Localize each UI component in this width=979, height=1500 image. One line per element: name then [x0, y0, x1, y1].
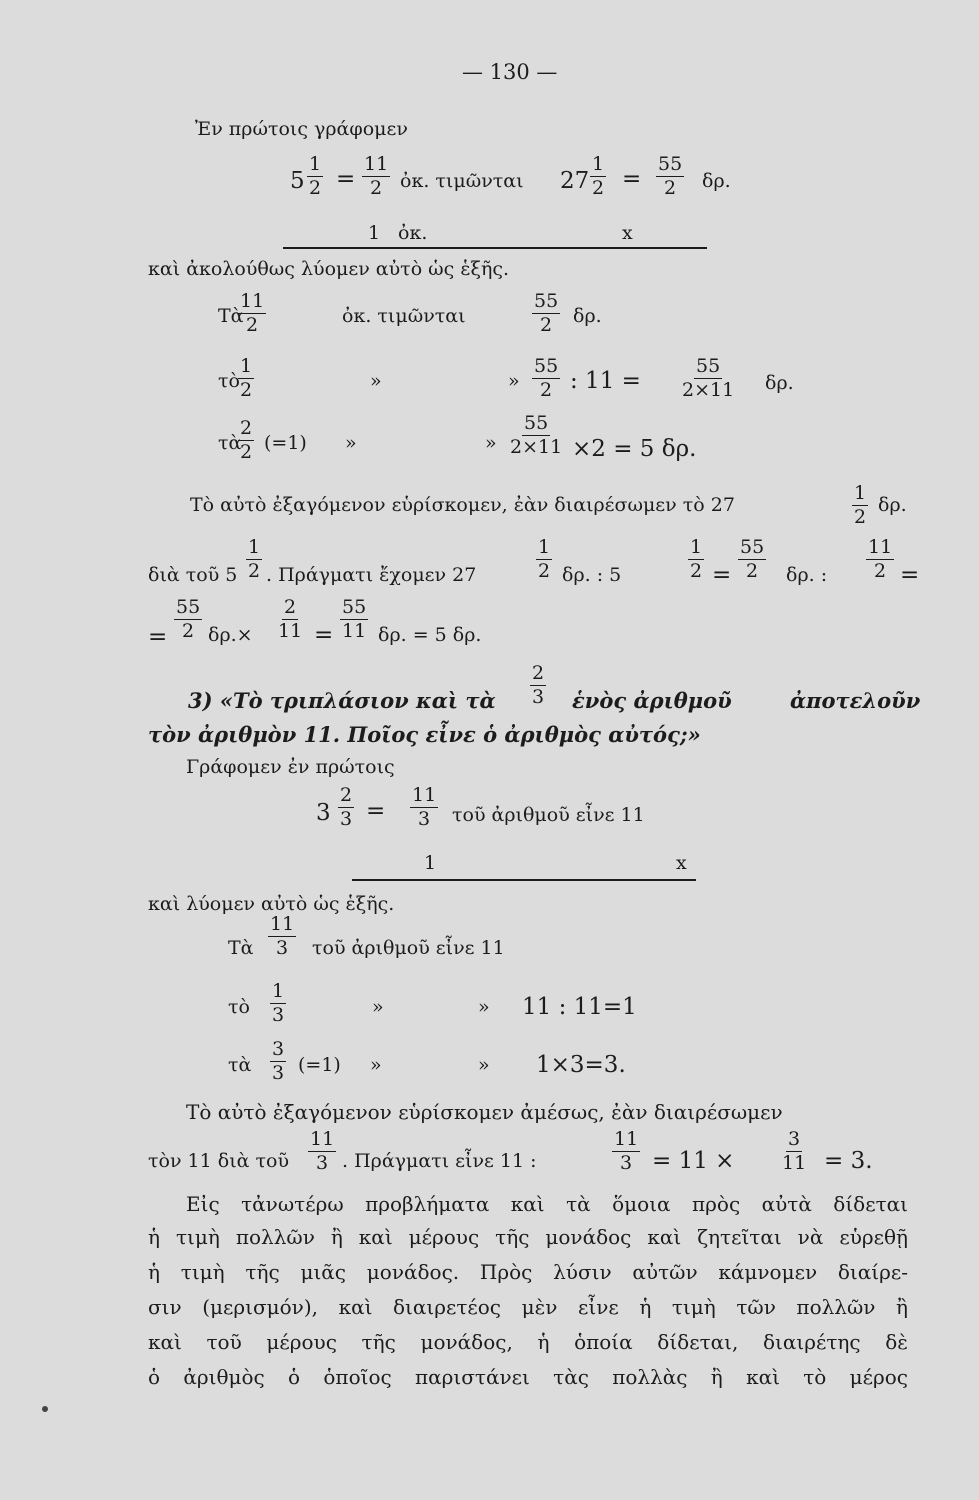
eq1-f3d: 2 — [592, 177, 605, 199]
l6-frac1 — [174, 598, 202, 641]
r2-f2n: 55 — [534, 355, 559, 377]
r3-tail: ×2 = 5 δρ. — [572, 436, 697, 462]
l7-c: ἀποτελοῦν — [790, 688, 921, 713]
s1-fd: 3 — [276, 937, 289, 959]
l6-b: δρ.× — [208, 624, 253, 646]
l7-b: ἑνὸς ἀριθμοῦ — [572, 688, 732, 713]
r3-eq1: (=1) — [264, 432, 307, 454]
l5-f3n: 1 — [690, 536, 703, 558]
r1-ta: Τὰ — [218, 305, 244, 327]
eq1-eq2: = — [622, 166, 642, 192]
s1-fn: 11 — [270, 913, 295, 935]
r3-fd: 2 — [240, 441, 253, 463]
l5-frac4 — [738, 538, 766, 581]
eq1-f2d: 2 — [370, 177, 383, 199]
s2-frac — [270, 982, 286, 1025]
eq3-f2n: 11 — [412, 784, 437, 806]
r3-f2n: 55 — [524, 412, 549, 434]
l5-f4n: 55 — [740, 536, 765, 558]
s3-b: 1×3=3. — [536, 1052, 626, 1078]
l5-f2n: 1 — [538, 536, 551, 558]
l4-fn: 1 — [854, 482, 867, 504]
s2-b: 11 : 11=1 — [522, 994, 637, 1020]
l6-f3d: 11 — [342, 620, 367, 642]
l5-frac5 — [866, 538, 894, 581]
l5-f: = — [900, 562, 920, 588]
l6-f2d: 11 — [278, 620, 303, 642]
eq1-frac4 — [656, 155, 684, 198]
para-line-5: καὶ τοῦ μέρους τῆς μονάδος, ἡ ὁποία δίδεται, διαιρέτης δὲ — [148, 1330, 908, 1354]
eq4-x: x — [676, 852, 687, 874]
eq1-f4d: 2 — [664, 177, 677, 199]
l5-e: δρ. : — [786, 564, 828, 586]
r2-f3n: 55 — [696, 355, 721, 377]
eq1-eq: = — [336, 166, 356, 192]
l12-b: . Πράγματι εἶνε 11 : — [342, 1150, 537, 1172]
l6-d: δρ. = 5 δρ. — [378, 624, 482, 646]
eq3-fn: 2 — [340, 784, 353, 806]
eq1-unit2: δρ. — [702, 170, 731, 192]
r3-frac1 — [238, 419, 254, 462]
para-line-2: ἡ τιμὴ πολλῶν ἢ καὶ μέρους τῆς μονάδος καὶ ζητεῖται νὰ εὑρεθῇ — [148, 1225, 908, 1249]
eq2-rule — [283, 247, 707, 249]
eq1-f1n: 1 — [309, 153, 322, 175]
l7-fn: 2 — [532, 662, 545, 684]
l5-f4d: 2 — [746, 560, 759, 582]
r2-frac2 — [532, 357, 560, 400]
l5-a: διὰ τοῦ 5 — [148, 564, 238, 586]
r2-frac3 — [680, 357, 736, 400]
r1-f2d: 2 — [540, 314, 553, 336]
s2-q1: » — [372, 996, 384, 1018]
line-same-result-2: Τὸ αὐτὸ ἐξαγόμενον εὑρίσκομεν ἀμέσως, ἐὰν διαιρέσωμεν — [186, 1100, 783, 1124]
eq1-a: 5 — [290, 168, 305, 194]
eq3-b: τοῦ ἀριθμοῦ εἶνε 11 — [452, 804, 645, 826]
s3-fd: 3 — [272, 1062, 285, 1084]
s3-fn: 3 — [272, 1038, 285, 1060]
l6-frac3 — [340, 598, 368, 641]
l4-fd: 2 — [854, 506, 867, 528]
eq2-x: x — [622, 222, 633, 244]
l12-f2d: 3 — [620, 1152, 633, 1174]
l12-frac3 — [780, 1130, 808, 1173]
l12-c: = 11 × — [652, 1148, 735, 1174]
problem-3-title: 3) «Τὸ τριπλάσιον καὶ τὰ — [188, 688, 496, 713]
eq1-frac2 — [362, 155, 390, 198]
para-line-3: ἡ τιμὴ τῆς μιᾶς μονάδος. Πρὸς λύσιν αὐτῶν κάμνομεν διαίρε- — [148, 1260, 908, 1284]
s3-q1: » — [370, 1054, 382, 1076]
r3-fn: 2 — [240, 417, 253, 439]
r1-frac1 — [238, 292, 266, 335]
s3-frac — [270, 1040, 286, 1083]
l5-b: . Πράγματι ἔχομεν 27 — [266, 564, 477, 586]
l5-f5n: 11 — [868, 536, 893, 558]
r2-to: τὸ — [218, 370, 240, 392]
l5-c: δρ. : 5 — [562, 564, 622, 586]
eq1-f1d: 2 — [309, 177, 322, 199]
eq2-ok: ὀκ. — [398, 222, 428, 244]
para-line-1: Εἰς τἀνωτέρω προβλήματα καὶ τὰ ὅμοια πρὸς αὐτὰ δίδεται — [186, 1192, 908, 1216]
l5-frac3 — [688, 538, 704, 581]
r2-q1: » — [370, 370, 382, 392]
l5-frac1 — [246, 538, 262, 581]
eq1-frac1 — [307, 155, 323, 198]
l6-c: = — [314, 622, 334, 648]
line-solve-2: καὶ λύομεν αὐτὸ ὡς ἑξῆς. — [148, 893, 395, 915]
s3-eq1: (=1) — [298, 1054, 341, 1076]
line-same-result-1: Τὸ αὐτὸ ἐξαγόμενον εὑρίσκομεν, ἐὰν διαιρέσωμεν τὸ 27 — [190, 494, 735, 516]
r1-fn: 11 — [240, 290, 265, 312]
eq1-b: 27 — [560, 168, 590, 194]
l6-a: = — [148, 624, 168, 650]
r3-f2d: 2×11 — [510, 436, 563, 458]
s2-q2: » — [478, 996, 490, 1018]
s2-fn: 1 — [272, 980, 285, 1002]
l5-fd: 2 — [248, 560, 261, 582]
l7-frac — [530, 664, 546, 707]
r3-q1: » — [345, 432, 357, 454]
s2-fd: 3 — [272, 1004, 285, 1026]
r1-f2n: 55 — [534, 290, 559, 312]
l12-fn: 11 — [310, 1128, 335, 1150]
l4-frac — [852, 484, 868, 527]
l12-fd: 3 — [316, 1152, 329, 1174]
para-line-4: σιν (μερισμόν), καὶ διαιρετέος μὲν εἶνε ἡ τιμὴ τῶν πολλῶν ἢ — [148, 1295, 908, 1319]
r2-q2: » — [508, 370, 520, 392]
s1-frac — [268, 915, 296, 958]
l12-frac1 — [308, 1130, 336, 1173]
l6-fd: 2 — [182, 620, 195, 642]
eq1-f4n: 55 — [658, 153, 683, 175]
l12-f3n: 3 — [788, 1128, 801, 1150]
l5-f5d: 2 — [874, 560, 887, 582]
eq3-fd: 3 — [340, 808, 353, 830]
l4-unit: δρ. — [878, 494, 907, 516]
l5-f2d: 2 — [538, 560, 551, 582]
line-solve: καὶ ἀκολούθως λύομεν αὐτὸ ὡς ἑξῆς. — [148, 258, 510, 280]
s3-q2: » — [478, 1054, 490, 1076]
r2-fd: 2 — [240, 379, 253, 401]
eq1-frac3 — [590, 155, 606, 198]
eq3-a: 3 — [316, 800, 331, 826]
line-intro: Ἐν πρώτοις γράφομεν — [195, 118, 408, 140]
s2-to: τὸ — [228, 996, 250, 1018]
l12-a: τὸν 11 διὰ τοῦ — [148, 1150, 290, 1172]
l5-d: = — [712, 562, 732, 588]
r2-unit: δρ. — [765, 372, 794, 394]
eq3-eq: = — [366, 798, 386, 824]
r2-f3d: 2×11 — [682, 379, 735, 401]
l7-fd: 3 — [532, 686, 545, 708]
r1-frac2 — [532, 292, 560, 335]
r3-frac2 — [508, 414, 564, 457]
eq4-rule — [352, 879, 696, 881]
eq4-one: 1 — [424, 852, 437, 874]
eq1-f2n: 11 — [364, 153, 389, 175]
r2-div: : 11 = — [570, 368, 641, 394]
para-line-6: ὁ ἀριθμὸς ὁ ὁποῖος παριστάνει τὰς πολλὰς ἢ καὶ τὸ μέρος — [148, 1365, 908, 1389]
eq1-unit: ὀκ. τιμῶνται — [400, 170, 524, 192]
eq1-f3n: 1 — [592, 153, 605, 175]
eq3-frac1 — [338, 786, 354, 829]
r1-unit: δρ. — [573, 305, 602, 327]
margin-dot — [42, 1406, 48, 1412]
r1-mid: ὀκ. τιμῶνται — [342, 305, 466, 327]
eq2-one: 1 — [368, 222, 381, 244]
l6-f2n: 2 — [284, 596, 297, 618]
l12-f3d: 11 — [782, 1152, 807, 1174]
s1-ta: Τὰ — [228, 937, 254, 959]
r3-ta: τὰ — [218, 432, 242, 454]
s3-ta: τὰ — [228, 1054, 252, 1076]
l12-f2n: 11 — [614, 1128, 639, 1150]
r2-frac1 — [238, 357, 254, 400]
l12-d: = 3. — [824, 1148, 873, 1174]
r3-q2: » — [485, 432, 497, 454]
eq3-f2d: 3 — [418, 808, 431, 830]
l5-fn: 1 — [248, 536, 261, 558]
page-number: — 130 — — [462, 60, 558, 84]
l5-f3d: 2 — [690, 560, 703, 582]
l6-frac2 — [276, 598, 304, 641]
problem-3-question: τὸν ἀριθμὸν 11. Ποῖος εἶνε ὁ ἀριθμὸς αὐτός;» — [148, 722, 701, 747]
l6-fn: 55 — [176, 596, 201, 618]
r2-f2d: 2 — [540, 379, 553, 401]
line-write-first: Γράφομεν ἐν πρώτοις — [186, 756, 395, 778]
s1-b: τοῦ ἀριθμοῦ εἶνε 11 — [312, 937, 505, 959]
r2-fn: 1 — [240, 355, 253, 377]
eq3-frac2 — [410, 786, 438, 829]
r1-fd: 2 — [246, 314, 259, 336]
l5-frac2 — [536, 538, 552, 581]
l12-frac2 — [612, 1130, 640, 1173]
l6-f3n: 55 — [342, 596, 367, 618]
